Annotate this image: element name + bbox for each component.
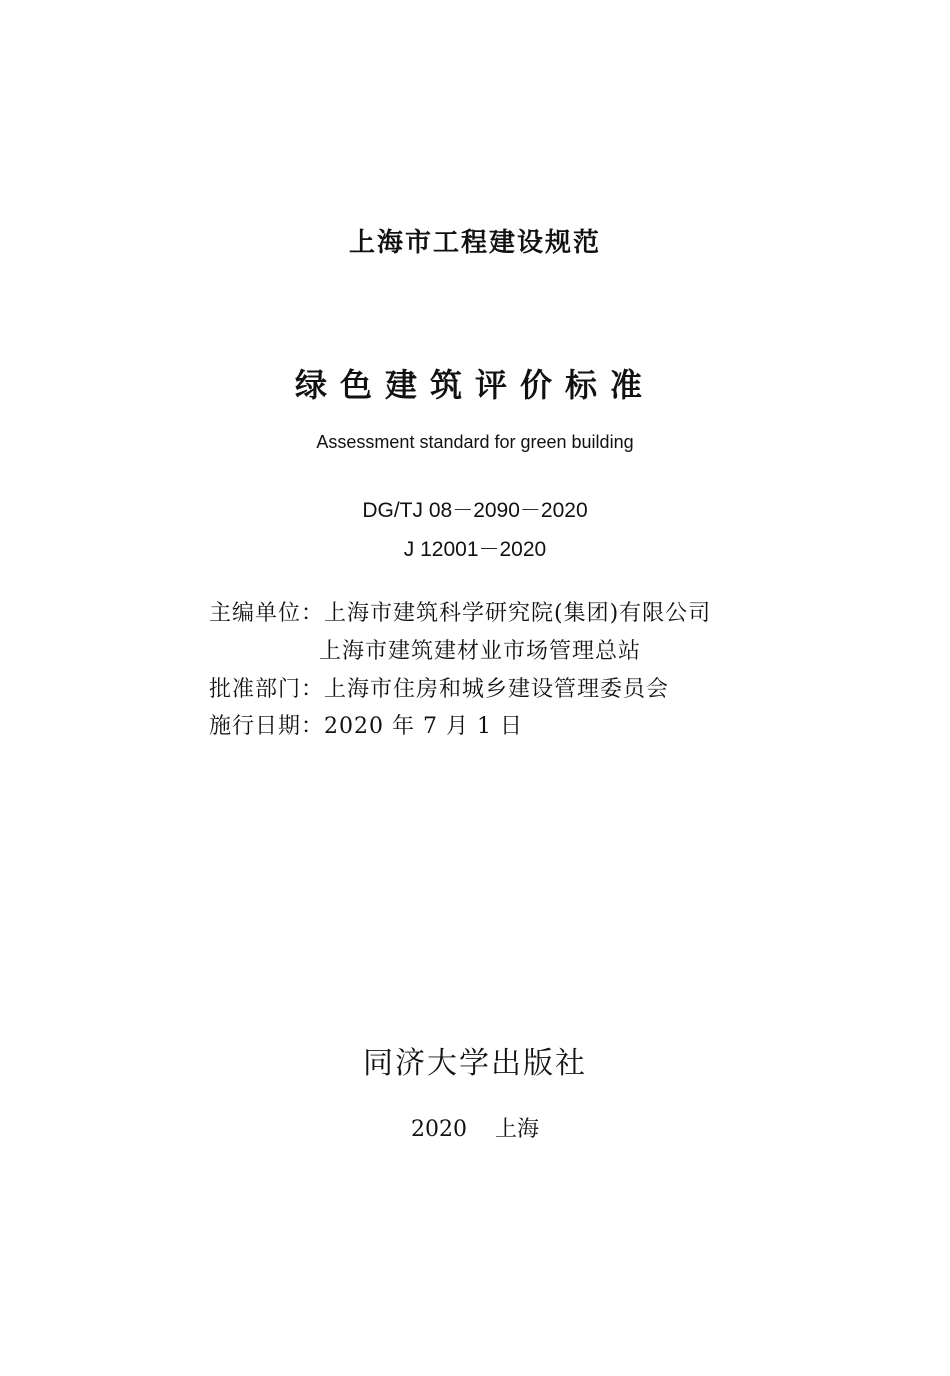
effective-label: 施行日期： (209, 714, 325, 739)
publisher-name: 同济大学出版社 (363, 1046, 587, 1081)
approval-dept: 上海市住房和城乡建设管理委员会 (324, 677, 670, 702)
publication-line (0, 1112, 950, 1143)
effective-date: 2020 年 7 月 1 日 (324, 714, 523, 739)
publish-city: 上海 (494, 1117, 539, 1142)
series-name: 上海市工程建设规范 (348, 228, 601, 258)
chief-editor-line-2 (319, 634, 641, 665)
approval-label: 批准部门： (209, 677, 325, 702)
chief-editor-line (209, 596, 711, 627)
effective-date-line (209, 709, 523, 740)
chief-editor-label: 主编单位： (209, 601, 325, 626)
publish-year: 2020 (410, 1117, 467, 1142)
chief-editor-org-1: 上海市建筑科学研究院(集团)有限公司 (324, 601, 712, 626)
document-title: 绿色建筑评价标准 (294, 366, 655, 404)
approval-line (209, 672, 669, 703)
record-code: J 12001－2020 (403, 538, 547, 561)
standard-code: DG/TJ 08－2090－2020 (362, 499, 588, 522)
english-title: Assessment standard for green building (316, 432, 634, 452)
chief-editor-org-2: 上海市建筑建材业市场管理总站 (319, 639, 642, 664)
